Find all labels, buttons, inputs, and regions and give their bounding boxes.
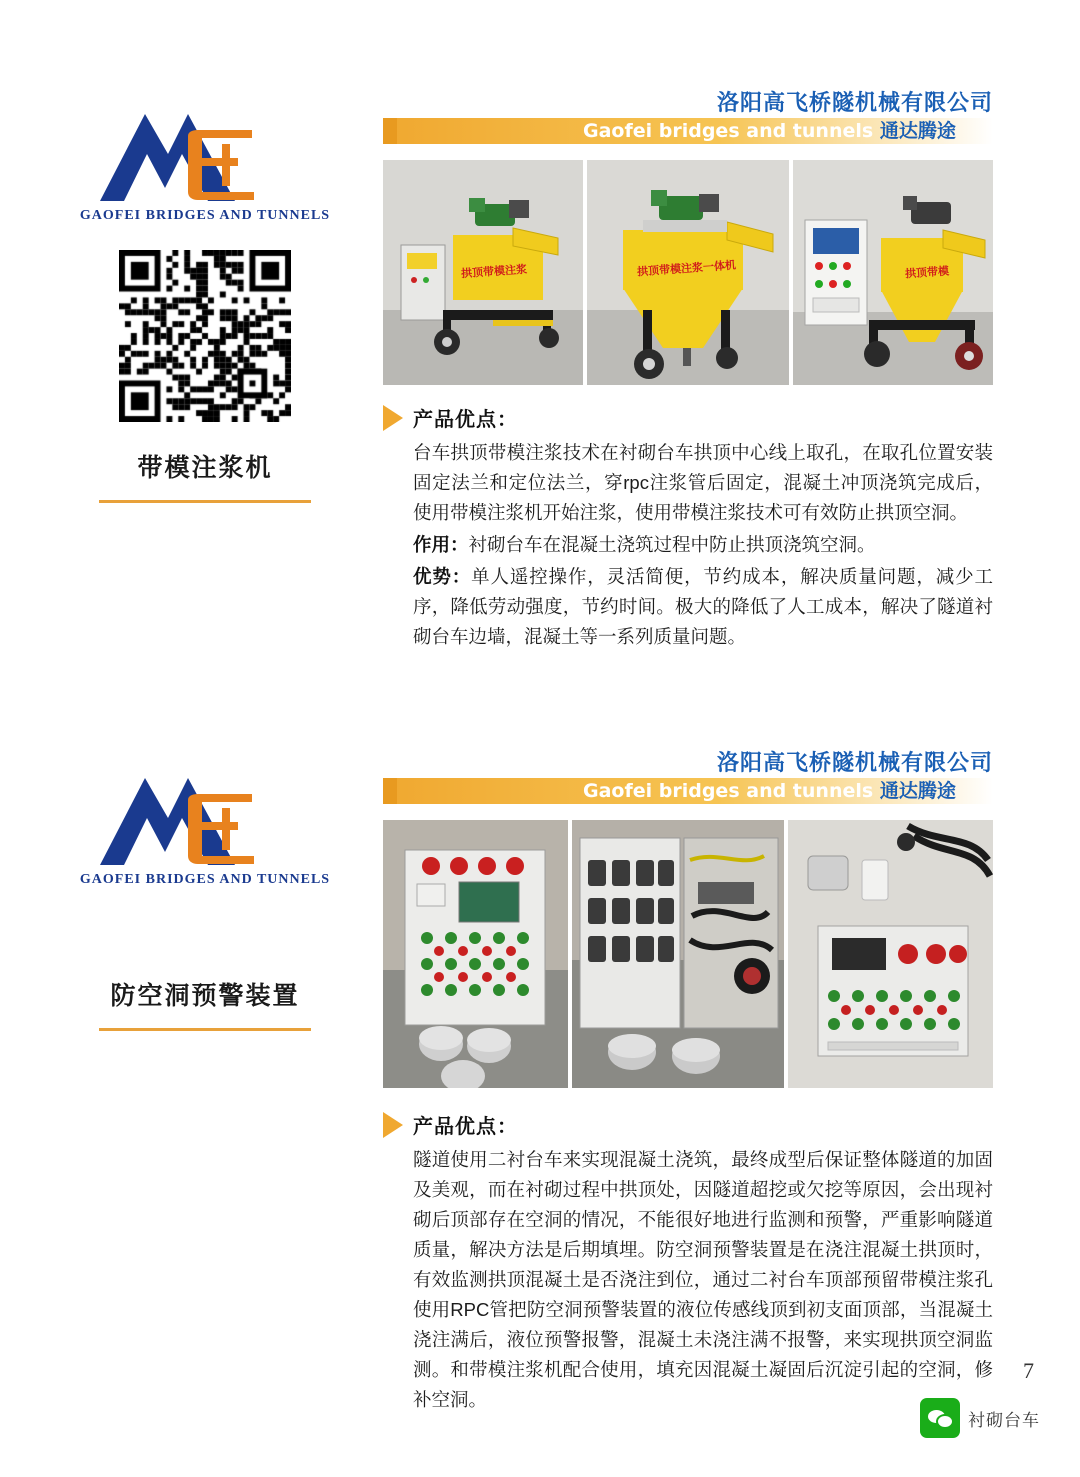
control-panel-photo-2 — [572, 820, 783, 1088]
wechat-footer[interactable] — [920, 1398, 1040, 1438]
wechat-icon — [920, 1398, 960, 1438]
company-slogan-2: 通达腾途 — [879, 780, 956, 802]
paragraph-1-0: 台车拱顶带模注浆技术在衬砌台车拱顶中心线上取孔，在取孔位置安装固定法兰和定位法兰，穿rpc注浆管后固定，混凝土冲顶浇筑完成后，使用带模注浆机开始注浆，使用带模注浆技术可有效防止拱顶空洞。 — [413, 442, 993, 523]
advantages-label-1: 产品优点： — [413, 409, 518, 431]
product-title-1: 带模注浆机 — [137, 454, 273, 482]
section-2-left-column — [40, 760, 370, 1031]
brand-bar-1 — [383, 88, 993, 150]
title-underline-2 — [99, 1028, 311, 1031]
logo-caption: GAOFEI BRIDGES AND TUNNELS — [79, 208, 331, 223]
section-1-left-column — [40, 96, 370, 503]
title-underline-1 — [99, 500, 311, 503]
brand-en-2 — [583, 778, 956, 804]
photo-row-1 — [383, 160, 993, 385]
qr-code[interactable] — [119, 250, 291, 422]
logo-mark — [90, 96, 320, 206]
triangle-bullet-icon-2 — [383, 1112, 403, 1138]
section-1-right-column — [383, 88, 993, 654]
advantages-body-2 — [383, 1145, 993, 1415]
company-logo-2 — [75, 760, 335, 888]
company-name-cn-1: 洛阳高飞桥隧机械有限公司 — [716, 90, 993, 115]
control-panel-photo-1 — [383, 820, 568, 1088]
product-title-2: 防空洞预警装置 — [110, 982, 300, 1010]
company-name-cn-2: 洛阳高飞桥隧机械有限公司 — [716, 750, 993, 775]
control-panel-photo-3 — [788, 820, 993, 1088]
logo-mark-2 — [90, 760, 320, 870]
product-photo-2 — [587, 160, 789, 385]
triangle-bullet-icon — [383, 405, 403, 431]
paragraph-1-1 — [413, 530, 993, 560]
company-slogan-1: 通达腾途 — [879, 120, 956, 142]
company-name-en-2: Gaofei bridges and tunnels — [583, 780, 874, 802]
paragraph-1-2 — [413, 562, 993, 652]
paragraph-1-1-text: 衬砌台车在混凝土浇筑过程中防止拱顶浇筑空洞。 — [468, 533, 876, 555]
photo-caption-2: 拱顶带模注浆一体机 — [636, 259, 737, 279]
product-photo-3 — [793, 160, 993, 385]
brand-bar-2 — [383, 748, 993, 810]
photo-row-2 — [383, 820, 993, 1088]
paragraph-1-1-label: 作用： — [413, 533, 469, 555]
paragraph-1-2-label: 优势： — [413, 565, 472, 587]
product-photo-1 — [383, 160, 583, 385]
brand-strip-cap-2 — [383, 778, 397, 804]
company-logo — [75, 96, 335, 224]
photo-caption-1: 拱顶带模注浆 — [460, 263, 528, 281]
section-2-right-column — [383, 748, 993, 1417]
wechat-account-name: 衬砌台车 — [968, 1410, 1040, 1430]
advantages-heading-1 — [383, 403, 993, 432]
advantages-label-2: 产品优点： — [413, 1116, 518, 1138]
brand-en-1 — [583, 118, 956, 144]
page-number: 7 — [1023, 1358, 1034, 1383]
company-name-en-1: Gaofei bridges and tunnels — [583, 120, 874, 142]
photo-caption-3: 拱顶带模 — [904, 265, 950, 281]
logo-caption-2: GAOFEI BRIDGES AND TUNNELS — [79, 872, 331, 887]
paragraph-2-0: 隧道使用二衬台车来实现混凝土浇筑，最终成型后保证整体隧道的加固及美观，而在衬砌过程中拱顶处，因隧道超挖或欠挖等原因，会出现衬砌后顶部存在空洞的情况，不能很好地进行监测和预警，严重影响隧道质量，解决方法是后期填埋。防空洞预警装置是在浇注混凝土拱顶时，有效监测拱顶混凝土是否浇注到位，通过二衬台车顶部预留带模注浆孔使用RPC管把防空洞预警装置的液位传感线顶到初支面顶部，当混凝土浇注满后，液位预警报警，混凝土未浇注满不报警，来实现拱顶空洞监测。和带模注浆机配合使用，填充因混凝土凝固后沉淀引起的空洞，修补空洞。 — [413, 1149, 993, 1410]
advantages-body-1 — [383, 438, 993, 652]
advantages-heading-2 — [383, 1110, 993, 1139]
brand-strip-cap-1 — [383, 118, 397, 144]
paragraph-1-2-text: 单人遥控操作，灵活简便，节约成本，解决质量问题，减少工序，降低劳动强度，节约时间。极大的降低了人工成本，解决了隧道衬砌台车边墙，混凝土等一系列质量问题。 — [413, 565, 993, 647]
